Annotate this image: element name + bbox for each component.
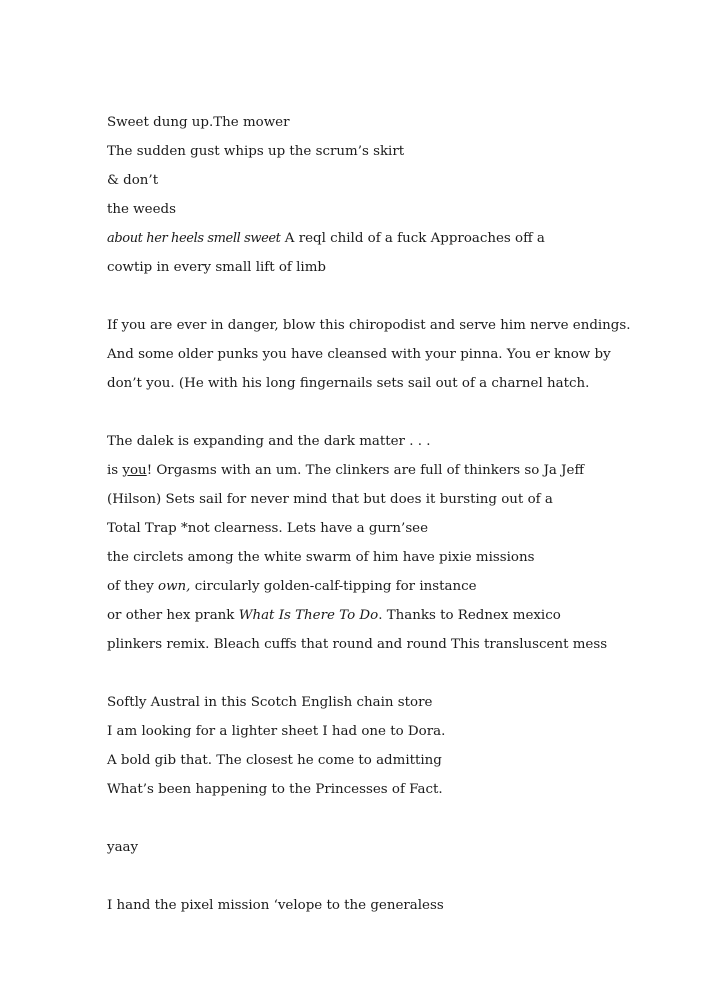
poem-line: And some older punks you have cleansed with your pinna. You er know by bbox=[107, 347, 611, 362]
poem-line: Sweet dung up.The mower bbox=[107, 115, 290, 130]
poem-line: yaay bbox=[107, 840, 139, 855]
poem-line: If you are ever in danger, blow this chiropodist and serve him nerve endings. bbox=[107, 318, 631, 333]
poem-line: The dalek is expanding and the dark matter . . . bbox=[107, 434, 431, 449]
italic-title: What Is There To Do bbox=[238, 608, 379, 623]
poem-line: What’s been happening to the Princesses of Fact. bbox=[107, 782, 443, 797]
line-text: is bbox=[107, 463, 123, 478]
line-text: . Thanks to Rednex mexico bbox=[378, 608, 561, 623]
line-text: circularly golden-calf-tipping for instance bbox=[190, 579, 477, 594]
poem-line bbox=[107, 461, 687, 490]
italic-word: own, bbox=[158, 579, 191, 594]
poem-line: The sudden gust whips up the scrum’s skirt bbox=[107, 144, 405, 159]
poem-line: the circlets among the white swarm of him have pixie missions bbox=[107, 550, 535, 565]
italic-phrase: about her heels smell sweet bbox=[107, 231, 281, 246]
poem-line: I am looking for a lighter sheet I had one to Dora. bbox=[107, 724, 446, 739]
stanza-break bbox=[107, 867, 687, 896]
poem-line: I hand the pixel mission ‘velope to the generaless bbox=[107, 898, 444, 913]
underlined-word: you bbox=[122, 463, 147, 478]
line-text: of they bbox=[107, 579, 159, 594]
poem-line: the weeds bbox=[107, 202, 176, 217]
stanza-break bbox=[107, 664, 687, 693]
stanza-break bbox=[107, 809, 687, 838]
poem-line: (Hilson) Sets sail for never mind that but does it bursting out of a bbox=[107, 492, 553, 507]
poem-line: A bold gib that. The closest he come to admitting bbox=[107, 753, 442, 768]
poem-line bbox=[107, 577, 687, 606]
line-text: or other hex prank bbox=[107, 608, 239, 623]
poem-line: don’t you. (He with his long fingernails sets sail out of a charnel hatch. bbox=[107, 376, 590, 391]
line-text: A reql child of a fuck Approaches off a bbox=[280, 231, 545, 246]
line-text: ! Orgasms with an um. The clinkers are full of thinkers so Ja Jeff bbox=[146, 463, 584, 478]
poem-line bbox=[107, 229, 687, 258]
poem-line bbox=[107, 606, 687, 635]
poem-text bbox=[107, 113, 687, 925]
poem-line: cowtip in every small lift of limb bbox=[107, 260, 326, 275]
poem-line: Softly Austral in this Scotch English chain store bbox=[107, 695, 433, 710]
poem-line: plinkers remix. Bleach cuffs that round and round This transluscent mess bbox=[107, 637, 608, 652]
stanza-break bbox=[107, 287, 687, 316]
poem-line: & don’t bbox=[107, 173, 159, 188]
poem-line: Total Trap *not clearness. Lets have a gurn’see bbox=[107, 521, 429, 536]
stanza-break bbox=[107, 403, 687, 432]
